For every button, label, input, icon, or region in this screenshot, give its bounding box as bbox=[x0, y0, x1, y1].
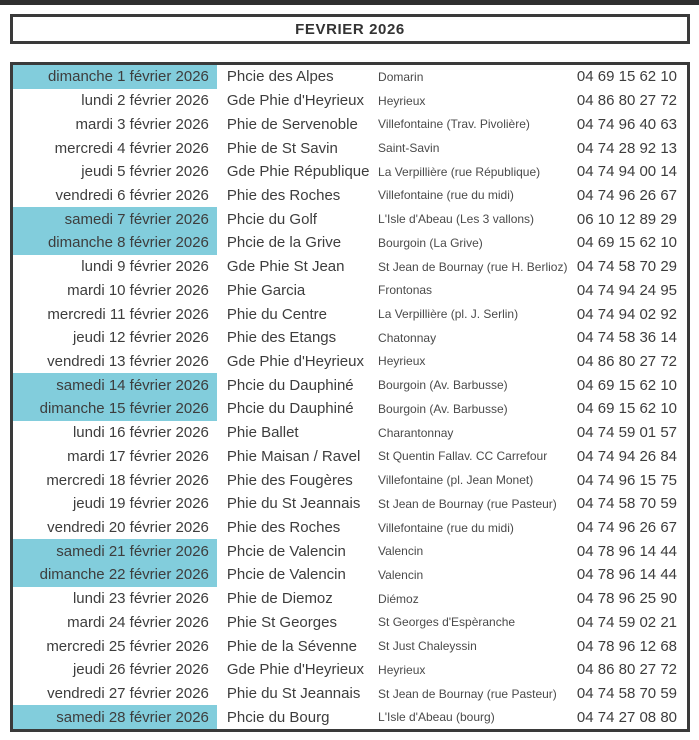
phone-cell: 04 74 96 26 67 bbox=[576, 186, 677, 204]
pharmacy-name-cell: Phie des Etangs bbox=[226, 329, 337, 347]
phone-cell: 04 74 96 26 67 bbox=[576, 519, 677, 537]
date-cell: jeudi 26 février 2026 bbox=[72, 661, 209, 679]
pharmacy-name-cell: Phcie du Golf bbox=[226, 210, 317, 228]
schedule-row bbox=[13, 207, 687, 231]
date-cell: lundi 23 février 2026 bbox=[72, 590, 209, 608]
schedule-row bbox=[13, 445, 687, 469]
schedule-row bbox=[13, 112, 687, 136]
schedule-row bbox=[13, 658, 687, 682]
city-cell: Heyrieux bbox=[378, 93, 426, 108]
pharmacy-name-cell: Phie des Roches bbox=[226, 519, 341, 537]
phone-cell: 04 74 58 70 59 bbox=[576, 495, 677, 513]
city-cell: Heyrieux bbox=[378, 662, 426, 677]
month-title: FEVRIER 2026 bbox=[295, 20, 405, 38]
pharmacy-name-cell: Phie de St Savin bbox=[226, 139, 338, 157]
date-cell: vendredi 27 février 2026 bbox=[47, 685, 209, 703]
phone-cell: 04 69 15 62 10 bbox=[576, 68, 677, 86]
city-cell: Villefontaine (pl. Jean Monet) bbox=[378, 473, 534, 488]
schedule-row bbox=[13, 278, 687, 302]
date-cell: dimanche 8 février 2026 bbox=[13, 231, 217, 255]
city-cell: Saint-Savin bbox=[378, 141, 440, 156]
schedule-row bbox=[13, 516, 687, 540]
date-cell: samedi 7 février 2026 bbox=[13, 207, 217, 231]
schedule-row bbox=[13, 539, 687, 563]
schedule-table bbox=[10, 62, 690, 732]
date-cell: mardi 10 février 2026 bbox=[67, 281, 209, 299]
date-cell: dimanche 15 février 2026 bbox=[13, 397, 217, 421]
phone-cell: 04 86 80 27 72 bbox=[576, 92, 677, 110]
city-cell: Villefontaine (Trav. Pivolière) bbox=[378, 117, 530, 132]
phone-cell: 04 69 15 62 10 bbox=[576, 376, 677, 394]
date-cell: mercredi 25 février 2026 bbox=[46, 637, 209, 655]
pharmacy-name-cell: Phcie des Alpes bbox=[226, 68, 334, 86]
city-cell: Bourgoin (Av. Barbusse) bbox=[378, 401, 508, 416]
date-cell: mardi 3 février 2026 bbox=[75, 115, 209, 133]
pharmacy-name-cell: Gde Phie d'Heyrieux bbox=[226, 92, 364, 110]
phone-cell: 04 74 96 40 63 bbox=[576, 115, 677, 133]
city-cell: St Jean de Bournay (rue Pasteur) bbox=[378, 686, 557, 701]
pharmacy-name-cell: Gde Phie République bbox=[226, 163, 370, 181]
phone-cell: 04 69 15 62 10 bbox=[576, 400, 677, 418]
pharmacy-name-cell: Phcie de Valencin bbox=[226, 542, 346, 560]
city-cell: Valencin bbox=[378, 544, 424, 559]
date-cell: vendredi 13 février 2026 bbox=[47, 352, 209, 370]
city-cell: Charantonnay bbox=[378, 425, 454, 440]
phone-cell: 04 78 96 14 44 bbox=[576, 566, 677, 584]
schedule-row bbox=[13, 231, 687, 255]
schedule-row bbox=[13, 65, 687, 89]
schedule-row bbox=[13, 563, 687, 587]
pharmacy-name-cell: Gde Phie d'Heyrieux bbox=[226, 352, 364, 370]
city-cell: L'Isle d'Abeau (bourg) bbox=[378, 710, 495, 725]
phone-cell: 06 10 12 89 29 bbox=[576, 210, 677, 228]
phone-cell: 04 74 59 02 21 bbox=[576, 613, 677, 631]
schedule-row bbox=[13, 421, 687, 445]
date-cell: mercredi 18 février 2026 bbox=[46, 471, 209, 489]
phone-cell: 04 74 58 36 14 bbox=[576, 329, 677, 347]
date-cell: dimanche 1 février 2026 bbox=[13, 65, 217, 89]
schedule-row bbox=[13, 302, 687, 326]
city-cell: Villefontaine (rue du midi) bbox=[378, 188, 514, 203]
schedule-row bbox=[13, 160, 687, 184]
date-cell: jeudi 19 février 2026 bbox=[72, 495, 209, 513]
city-cell: La Verpillière (rue République) bbox=[378, 164, 541, 179]
phone-cell: 04 78 96 14 44 bbox=[576, 542, 677, 560]
schedule-row bbox=[13, 611, 687, 635]
schedule-row bbox=[13, 373, 687, 397]
schedule-row bbox=[13, 350, 687, 374]
date-cell: vendredi 20 février 2026 bbox=[47, 519, 209, 537]
schedule-row bbox=[13, 326, 687, 350]
city-cell: Bourgoin (Av. Barbusse) bbox=[378, 378, 508, 393]
city-cell: Heyrieux bbox=[378, 354, 426, 369]
date-cell: jeudi 5 février 2026 bbox=[81, 163, 209, 181]
date-cell: samedi 28 février 2026 bbox=[13, 705, 217, 729]
schedule-row bbox=[13, 682, 687, 706]
phone-cell: 04 74 94 24 95 bbox=[576, 281, 677, 299]
city-cell: Bourgoin (La Grive) bbox=[378, 235, 483, 250]
date-cell: lundi 2 février 2026 bbox=[81, 92, 209, 110]
pharmacy-name-cell: Phie de la Sévenne bbox=[226, 637, 357, 655]
pharmacy-name-cell: Phie du St Jeannais bbox=[226, 685, 361, 703]
top-border-bar bbox=[0, 0, 699, 5]
phone-cell: 04 74 94 02 92 bbox=[576, 305, 677, 323]
pharmacy-name-cell: Phie du St Jeannais bbox=[226, 495, 361, 513]
schedule-row bbox=[13, 634, 687, 658]
pharmacy-name-cell: Phie de Diemoz bbox=[226, 590, 333, 608]
schedule-row bbox=[13, 468, 687, 492]
phone-cell: 04 74 94 00 14 bbox=[576, 163, 677, 181]
pharmacy-name-cell: Phie Garcia bbox=[226, 281, 306, 299]
schedule-row bbox=[13, 705, 687, 729]
month-title-box bbox=[10, 14, 690, 44]
schedule-row bbox=[13, 492, 687, 516]
date-cell: lundi 16 février 2026 bbox=[72, 424, 209, 442]
pharmacy-name-cell: Phie des Roches bbox=[226, 186, 341, 204]
city-cell: St Quentin Fallav. CC Carrefour bbox=[378, 449, 548, 464]
pharmacy-name-cell: Phcie du Bourg bbox=[226, 708, 330, 726]
city-cell: St Jean de Bournay (rue Pasteur) bbox=[378, 496, 557, 511]
schedule-row bbox=[13, 136, 687, 160]
pharmacy-name-cell: Phcie du Dauphiné bbox=[226, 376, 354, 394]
pharmacy-name-cell: Phie de Servenoble bbox=[226, 115, 358, 133]
phone-cell: 04 74 28 92 13 bbox=[576, 139, 677, 157]
city-cell: Valencin bbox=[378, 567, 424, 582]
date-cell: mardi 17 février 2026 bbox=[67, 447, 209, 465]
phone-cell: 04 74 27 08 80 bbox=[576, 708, 677, 726]
pharmacy-name-cell: Phie des Fougères bbox=[226, 471, 353, 489]
city-cell: Chatonnay bbox=[378, 330, 437, 345]
date-cell: vendredi 6 février 2026 bbox=[55, 186, 209, 204]
phone-cell: 04 78 96 12 68 bbox=[576, 637, 677, 655]
schedule-row bbox=[13, 587, 687, 611]
pharmacy-name-cell: Phie Maisan / Ravel bbox=[226, 447, 361, 465]
date-cell: mercredi 11 février 2026 bbox=[47, 305, 209, 323]
city-cell: La Verpillière (pl. J. Serlin) bbox=[378, 307, 519, 322]
phone-cell: 04 69 15 62 10 bbox=[576, 234, 677, 252]
city-cell: Frontonas bbox=[378, 283, 433, 298]
phone-cell: 04 86 80 27 72 bbox=[576, 352, 677, 370]
pharmacy-name-cell: Phie St Georges bbox=[226, 613, 337, 631]
date-cell: mercredi 4 février 2026 bbox=[54, 139, 209, 157]
pharmacy-name-cell: Phcie de la Grive bbox=[226, 234, 342, 252]
date-cell: samedi 21 février 2026 bbox=[13, 539, 217, 563]
pharmacy-name-cell: Phie du Centre bbox=[226, 305, 327, 323]
pharmacy-name-cell: Phie Ballet bbox=[226, 424, 299, 442]
phone-cell: 04 78 96 25 90 bbox=[576, 590, 677, 608]
city-cell: Villefontaine (rue du midi) bbox=[378, 520, 514, 535]
date-cell: lundi 9 février 2026 bbox=[81, 258, 209, 276]
phone-cell: 04 74 94 26 84 bbox=[576, 447, 677, 465]
pharmacy-name-cell: Gde Phie St Jean bbox=[226, 258, 345, 276]
date-cell: jeudi 12 février 2026 bbox=[72, 329, 209, 347]
phone-cell: 04 74 58 70 59 bbox=[576, 685, 677, 703]
pharmacy-name-cell: Phcie de Valencin bbox=[226, 566, 346, 584]
phone-cell: 04 74 59 01 57 bbox=[576, 424, 677, 442]
city-cell: L'Isle d'Abeau (Les 3 vallons) bbox=[378, 212, 535, 227]
city-cell: St Georges d'Espèranche bbox=[378, 615, 516, 630]
pharmacy-name-cell: Gde Phie d'Heyrieux bbox=[226, 661, 364, 679]
schedule-row bbox=[13, 397, 687, 421]
date-cell: dimanche 22 février 2026 bbox=[13, 563, 217, 587]
pharmacy-name-cell: Phcie du Dauphiné bbox=[226, 400, 354, 418]
city-cell: Domarin bbox=[378, 69, 424, 84]
phone-cell: 04 74 96 15 75 bbox=[576, 471, 677, 489]
schedule-row bbox=[13, 89, 687, 113]
phone-cell: 04 74 58 70 29 bbox=[576, 258, 677, 276]
date-cell: mardi 24 février 2026 bbox=[67, 613, 209, 631]
phone-cell: 04 86 80 27 72 bbox=[576, 661, 677, 679]
date-cell: samedi 14 février 2026 bbox=[13, 373, 217, 397]
city-cell: Diémoz bbox=[378, 591, 419, 606]
city-cell: St Just Chaleyssin bbox=[378, 639, 477, 654]
schedule-row bbox=[13, 184, 687, 208]
schedule-row bbox=[13, 255, 687, 279]
city-cell: St Jean de Bournay (rue H. Berlioz) bbox=[378, 259, 568, 274]
